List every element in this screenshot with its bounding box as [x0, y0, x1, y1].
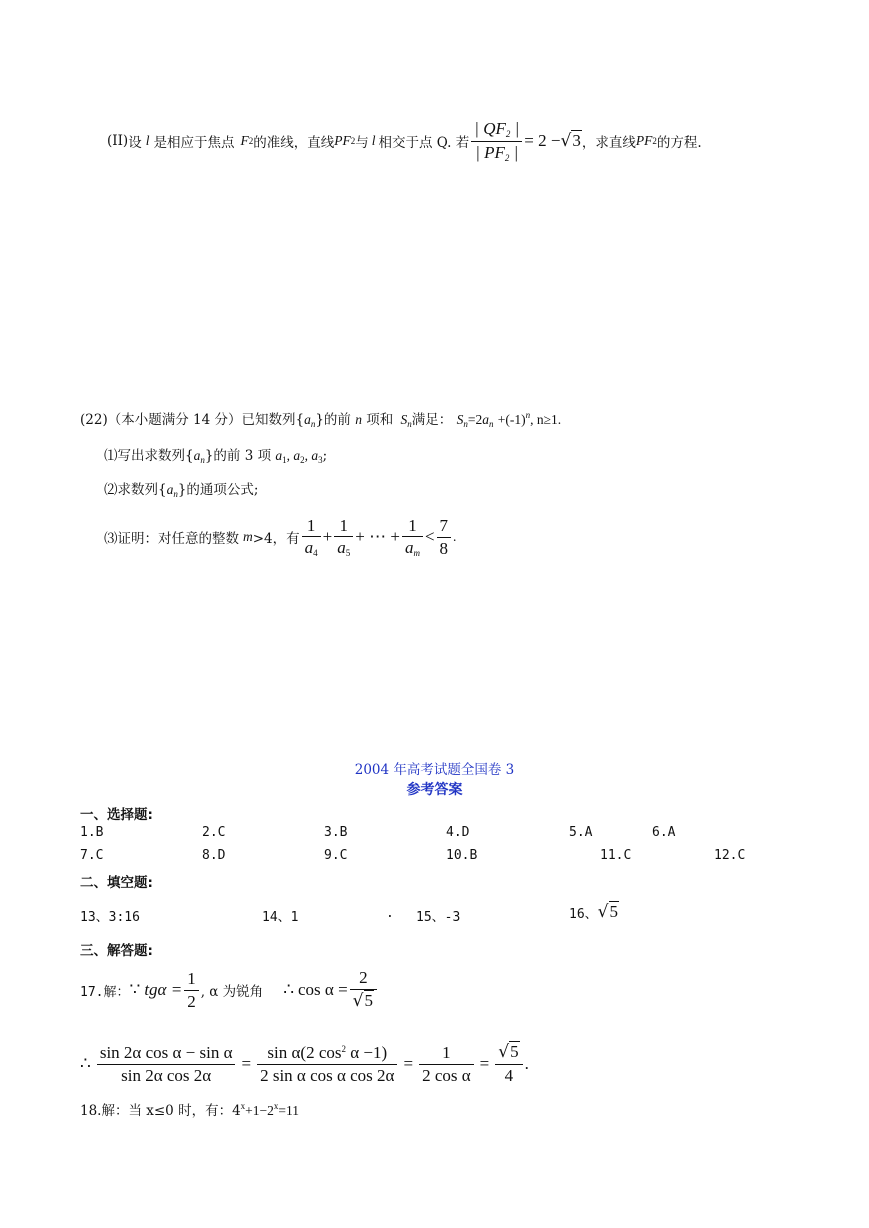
frac-1-2: $\frac{1}{2}$ — [184, 969, 199, 1011]
choice-5: 5.A — [569, 825, 593, 840]
fill-14: 14、1 — [262, 910, 299, 925]
choice-7: 7.C — [80, 848, 104, 863]
frac-expr-1: $\frac{\text{sin 2α cos α − sin α}}{\text{sin 2α cos 2α}}$ — [97, 1043, 236, 1085]
solution-18: 18.解：当 x≤0 时，有：$4^x+1-2^x=11$ — [80, 1101, 300, 1119]
frac-a4: $\frac{1}{a_4}$ — [302, 516, 321, 559]
q21-part2-line: (II) 设 l 是相应于焦点 F 2 的准线，直线 PF 2 与 l 相交于点 Q. 若 $\frac{| QF_2 |}{| PF_2 |}$ = 2 − √3 ，求直线 PF 2 的方程. — [107, 119, 702, 163]
q22-part3: ⑶ 证明：对任意的整数 m >4，有 $\frac{1}{a_4}$ + $\frac{1}{a_5}$ + ⋯ + $\frac{1}{a_m}$ < $\frac{7}{8}$ . — [104, 515, 457, 559]
choice-1: 1.B — [80, 825, 104, 840]
section-solve: 三、解答题: — [80, 943, 153, 959]
sqrt-5: √5 — [597, 902, 618, 922]
sqrt-3: √3 — [560, 131, 581, 151]
choice-2: 2.C — [202, 825, 226, 840]
solution-17-line1: 17.解： ∵ tgα = $\frac{1}{2}$ , α 为锐角 ∴ cos α = $\frac{2}{√5}$ — [80, 966, 379, 1014]
choice-12: 12.C — [714, 848, 746, 863]
fill-13: 13、3:16 — [80, 910, 140, 925]
frac-expr-4: $\frac{√5}{4}$ — [495, 1042, 522, 1085]
choice-6: 6.A — [652, 825, 676, 840]
solution-17-line2: ∴ $\frac{\text{sin 2α cos α − sin α}}{\text{sin 2α cos 2α}}$ = $\frac{\sin \alpha(2 \cos^2 \alpha -1)}{\text{2 sin α cos α cos 2α}}$ = $\frac{1}{\text{2 cos α}}$ = $\frac{√5}{4}$ . — [80, 1042, 529, 1085]
answers-subtitle: 参考答案 — [406, 782, 463, 798]
choice-8: 8.D — [202, 848, 226, 863]
frac-expr-2: $\frac{\sin \alpha(2 \cos^2 \alpha -1)}{\text{2 sin α cos α cos 2α}}$ — [257, 1043, 397, 1085]
section-fill: 二、填空题: — [80, 875, 153, 891]
choice-9: 9.C — [324, 848, 348, 863]
section-choice: 一、选择题: — [80, 807, 153, 823]
frac-2-sqrt5: $\frac{2}{√5}$ — [350, 968, 377, 1011]
fill-14-dot: . — [386, 906, 394, 921]
frac-7-8: $\frac{7}{8}$ — [437, 516, 452, 558]
frac-am: $\frac{1}{a_m}$ — [402, 516, 423, 559]
choice-3: 3.B — [324, 825, 348, 840]
ratio-fraction: $\frac{| QF_2 |}{| PF_2 |}$ — [471, 119, 522, 163]
fill-16: 16、 √5 — [569, 902, 618, 922]
frac-a5: $\frac{1}{a_5}$ — [334, 516, 353, 559]
q22-part1: ⑴写出求数列$\{a_n\}$的前 3 项 $a_1$, $a_2$, $a_3$; — [104, 448, 328, 465]
frac-expr-3: $\frac{1}{\text{2 cos α}}$ — [419, 1043, 474, 1085]
choice-4: 4.D — [446, 825, 470, 840]
q22-header: (22)（本小题满分 14 分）已知数列$\{a_n\}$的前 n 项和 $S_n$满足： $S_n=2a_n +(-1)^n$, n≥1. — [80, 410, 562, 429]
q22-part2: ⑵求数列$\{a_n\}$的通项公式; — [104, 482, 259, 499]
choice-11: 11.C — [600, 848, 632, 863]
choice-10: 10.B — [446, 848, 478, 863]
answers-title: 2004 年高考试题全国卷 3 — [354, 762, 515, 778]
fill-15: 15、-3 — [416, 910, 461, 925]
